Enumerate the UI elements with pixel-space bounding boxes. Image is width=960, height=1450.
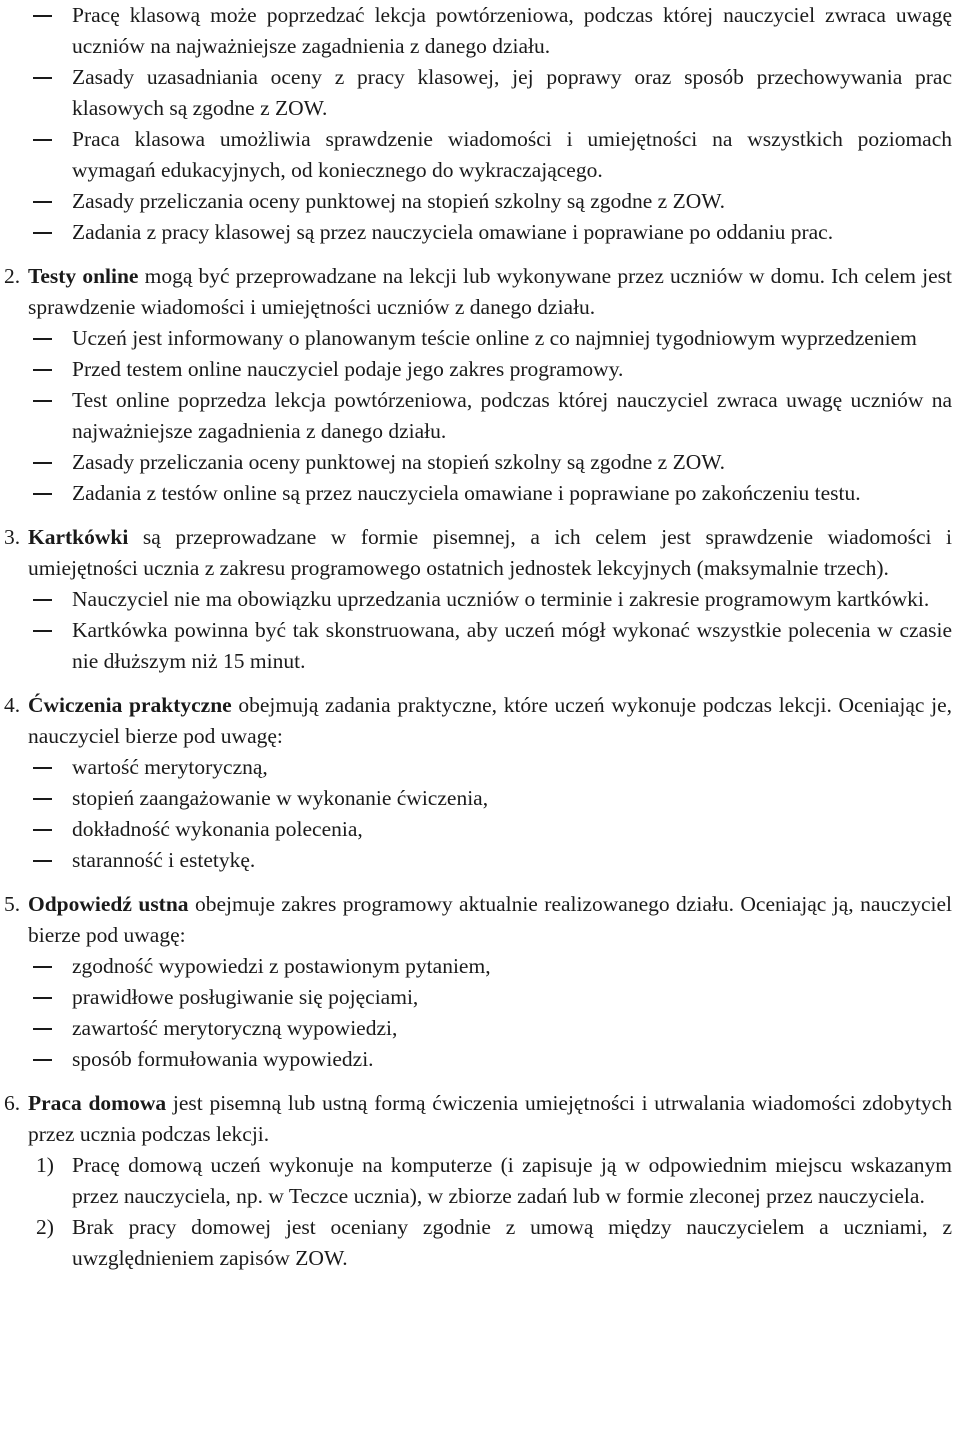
bullet-text: Test online poprzedza lekcja powtórzeniowa, podczas której nauczyciel zwraca uwagę uczniów na najważniejsze zagadnienia z danego działu.	[72, 388, 952, 443]
dash-marker	[33, 829, 52, 831]
dash-marker	[33, 767, 52, 769]
bullet-item	[0, 845, 958, 876]
bullet-item	[0, 982, 958, 1013]
dash-marker	[33, 338, 52, 340]
dash-marker	[33, 860, 52, 862]
bullet-text: Pracę klasową może poprzedzać lekcja powtórzeniowa, podczas której nauczyciel zwraca uwagę uczniów na najważniejsze zagadnienia z danego działu.	[72, 3, 952, 58]
bullet-item	[0, 186, 958, 217]
bullet-text: sposób formułowania wypowiedzi.	[72, 1047, 374, 1071]
bullet-item	[0, 814, 958, 845]
bullet-text: Zasady uzasadniania oceny z pracy klasowej, jej poprawy oraz sposób przechowywania prac klasowych są zgodne z ZOW.	[72, 65, 952, 120]
bullet-item	[0, 1044, 958, 1075]
bullet-item	[0, 615, 958, 677]
dash-marker	[33, 369, 52, 371]
section-testy-online	[0, 261, 958, 323]
bullet-item	[0, 783, 958, 814]
bullet-text: Kartkówka powinna być tak skonstruowana, aby uczeń mógł wykonać wszystkie polecenia w czasie nie dłuższym niż 15 minut.	[72, 618, 952, 673]
bullet-text: Praca klasowa umożliwia sprawdzenie wiadomości i umiejętności na wszystkich poziomach wymagań edukacyjnych, od koniecznego do wykraczającego.	[72, 127, 952, 182]
bullet-text: dokładność wykonania polecenia,	[72, 817, 363, 841]
section-title: Ćwiczenia praktyczne	[28, 693, 232, 717]
dash-marker	[33, 997, 52, 999]
bullet-item	[0, 1013, 958, 1044]
bullet-text: Nauczyciel nie ma obowiązku uprzedzania uczniów o terminie i zakresie programowym kartkówki.	[72, 587, 930, 611]
bullet-item	[0, 354, 958, 385]
bullet-text: Zadania z testów online są przez nauczyciela omawiane i poprawiane po zakończeniu testu.	[72, 481, 861, 505]
dash-marker	[33, 201, 52, 203]
subitem-text: Pracę domową uczeń wykonuje na komputerze (i zapisuje ją w odpowiednim miejscu wskazanym przez nauczyciela, np. w Teczce ucznia), w zbiorze zadań lub w formie zleconej przez nauczyciela.	[72, 1153, 952, 1208]
section-text: jest pisemną lub ustną formą ćwiczenia umiejętności i utrwalania wiadomości zdobytych przez ucznia podczas lekcji.	[28, 1091, 952, 1146]
bullet-item	[0, 323, 958, 354]
bullet-item	[0, 124, 958, 186]
numbered-subitem	[0, 1150, 958, 1212]
bullet-item	[0, 385, 958, 447]
dash-marker	[33, 599, 52, 601]
dash-marker	[33, 966, 52, 968]
dash-marker	[33, 630, 52, 632]
dash-marker	[33, 798, 52, 800]
section-number: 3.	[4, 525, 21, 549]
dash-marker	[33, 493, 52, 495]
bullet-item	[0, 0, 958, 62]
dash-marker	[33, 1028, 52, 1030]
subitem-number: 2)	[36, 1215, 54, 1239]
bullet-item	[0, 217, 958, 248]
dash-marker	[33, 77, 52, 79]
dash-marker	[33, 400, 52, 402]
bullet-item	[0, 752, 958, 783]
section-title: Odpowiedź ustna	[28, 892, 189, 916]
section-cwiczenia-praktyczne	[0, 690, 958, 752]
section-number: 2.	[4, 264, 21, 288]
section-number: 4.	[4, 693, 21, 717]
section-odpowiedz-ustna	[0, 889, 958, 951]
section-text: obejmuje zakres programowy aktualnie realizowanego działu. Oceniając ją, nauczyciel bierze pod uwagę:	[28, 892, 952, 947]
bullet-text: Zasady przeliczania oceny punktowej na stopień szkolny są zgodne z ZOW.	[72, 189, 725, 213]
bullet-item	[0, 62, 958, 124]
subitem-text: Brak pracy domowej jest oceniany zgodnie z umową między nauczycielem a uczniami, z uwzględnieniem zapisów ZOW.	[72, 1215, 952, 1270]
section-title: Praca domowa	[28, 1091, 167, 1115]
bullet-text: stopień zaangażowanie w wykonanie ćwiczenia,	[72, 786, 489, 810]
numbered-subitem	[0, 1212, 958, 1274]
bullet-text: Zadania z pracy klasowej są przez nauczyciela omawiane i poprawiane po oddaniu prac.	[72, 220, 834, 244]
bullet-text: wartość merytoryczną,	[72, 755, 268, 779]
section-number: 5.	[4, 892, 21, 916]
bullet-text: staranność i estetykę.	[72, 848, 256, 872]
bullet-text: Przed testem online nauczyciel podaje jego zakres programowy.	[72, 357, 624, 381]
bullet-item	[0, 584, 958, 615]
dash-marker	[33, 1059, 52, 1061]
section-text: mogą być przeprowadzane na lekcji lub wykonywane przez uczniów w domu. Ich celem jest sprawdzenie wiadomości i umiejętności uczniów z danego działu.	[28, 264, 952, 319]
dash-marker	[33, 232, 52, 234]
section-praca-domowa	[0, 1088, 958, 1150]
dash-marker	[33, 462, 52, 464]
bullet-text: zgodność wypowiedzi z postawionym pytaniem,	[72, 954, 491, 978]
bullet-text: Zasady przeliczania oceny punktowej na stopień szkolny są zgodne z ZOW.	[72, 450, 725, 474]
bullet-text: Uczeń jest informowany o planowanym teście online z co najmniej tygodniowym wyprzedzeniem	[72, 326, 917, 350]
bullet-item	[0, 447, 958, 478]
dash-marker	[33, 139, 52, 141]
section-number: 6.	[4, 1091, 21, 1115]
section-text: obejmują zadania praktyczne, które uczeń wykonuje podczas lekcji. Oceniając je, nauczyciel bierze pod uwagę:	[28, 693, 952, 748]
section-title: Kartkówki	[28, 525, 129, 549]
section-kartkowki	[0, 522, 958, 584]
subitem-number: 1)	[36, 1153, 54, 1177]
bullet-item	[0, 478, 958, 509]
bullet-text: zawartość merytoryczną wypowiedzi,	[72, 1016, 398, 1040]
dash-marker	[33, 15, 52, 17]
section-text: są przeprowadzane w formie pisemnej, a ich celem jest sprawdzenie wiadomości i umiejętności ucznia z zakresu programowego ostatnich jednostek lekcyjnych (maksymalnie trzech).	[28, 525, 952, 580]
section-title: Testy online	[28, 264, 139, 288]
bullet-text: prawidłowe posługiwanie się pojęciami,	[72, 985, 419, 1009]
bullet-item	[0, 951, 958, 982]
